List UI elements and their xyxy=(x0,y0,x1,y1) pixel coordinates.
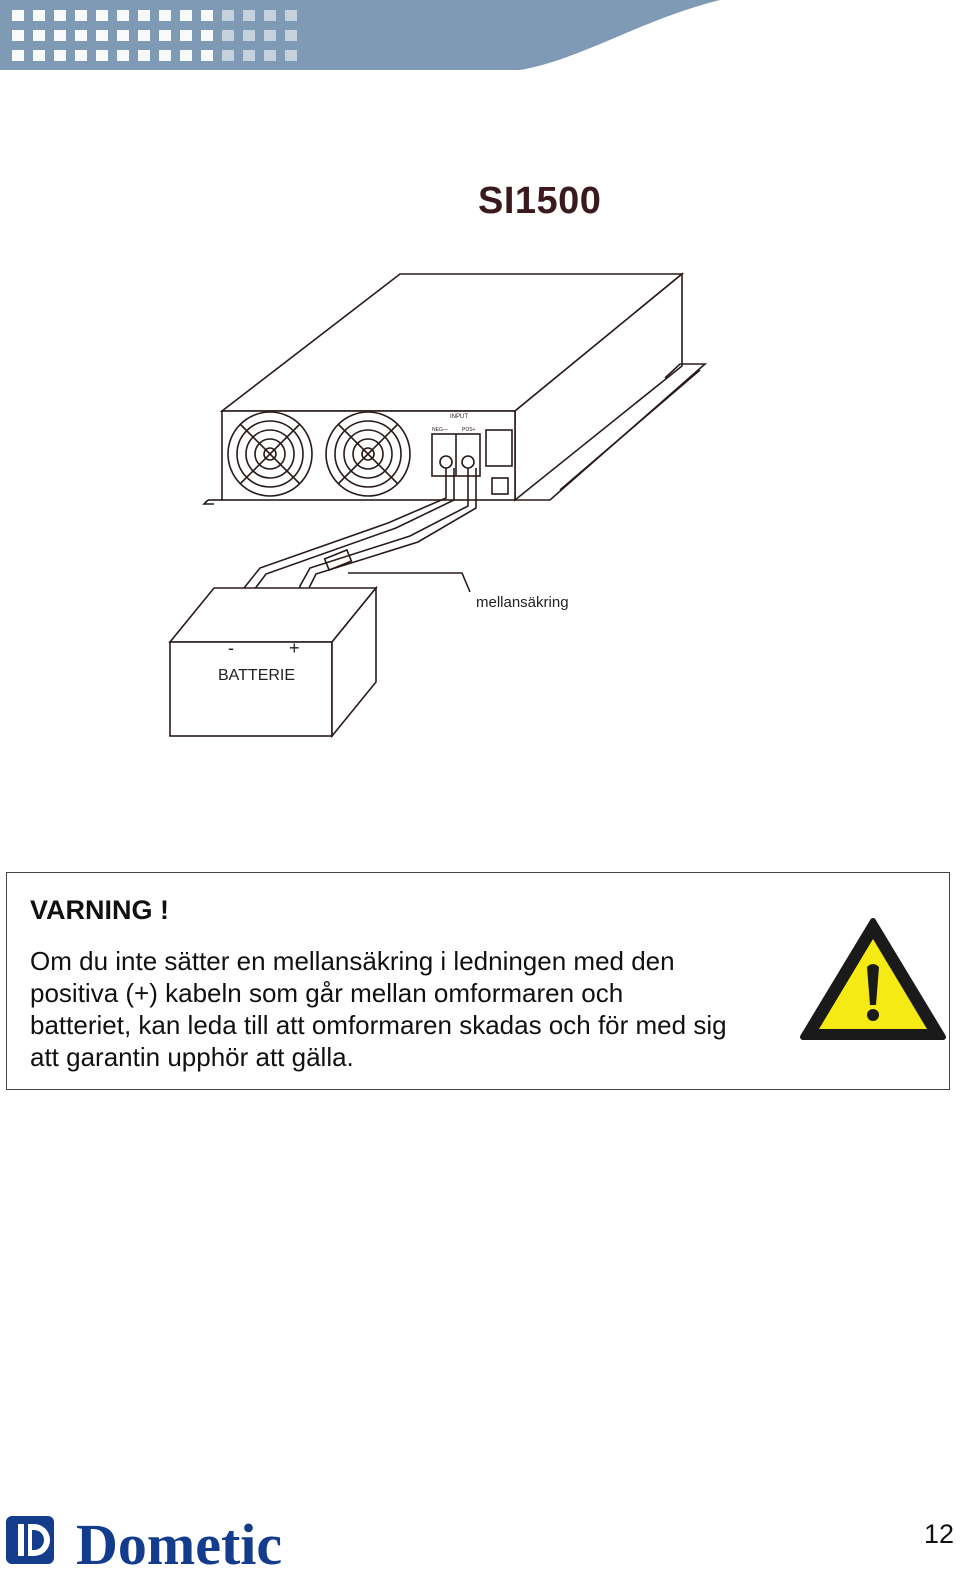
warning-line-4: att garantin upphör att gälla. xyxy=(30,1042,354,1072)
warning-title: VARNING ! xyxy=(30,895,169,925)
header-band xyxy=(0,0,960,75)
dometic-logo xyxy=(4,1510,364,1570)
model-title: SI1500 xyxy=(478,180,602,222)
warning-text xyxy=(30,945,770,1073)
brand-name: Dometic xyxy=(76,1512,283,1570)
battery-label: BATTERIE xyxy=(218,667,296,684)
warning-line-2: positiva (+) kabeln som går mellan omformaren och xyxy=(30,978,624,1008)
dometic-emblem-icon xyxy=(6,1516,54,1564)
panel-input-label: INPUT xyxy=(450,414,468,420)
warning-box xyxy=(6,872,950,1090)
fuse-label: mellansäkring xyxy=(476,594,569,611)
warning-triangle-icon xyxy=(799,917,947,1041)
page-number: 12 xyxy=(924,1519,955,1549)
warning-line-1: Om du inte sätter en mellansäkring i ledningen med den xyxy=(30,946,675,976)
panel-pos-label: POS+ xyxy=(462,427,476,433)
panel-neg-label: NEG— xyxy=(432,427,448,433)
battery-minus-label: - xyxy=(228,638,234,658)
battery-plus-label: + xyxy=(289,638,300,658)
warning-line-3: batteriet, kan leda till att omformaren skadas och för med sig xyxy=(30,1010,727,1040)
